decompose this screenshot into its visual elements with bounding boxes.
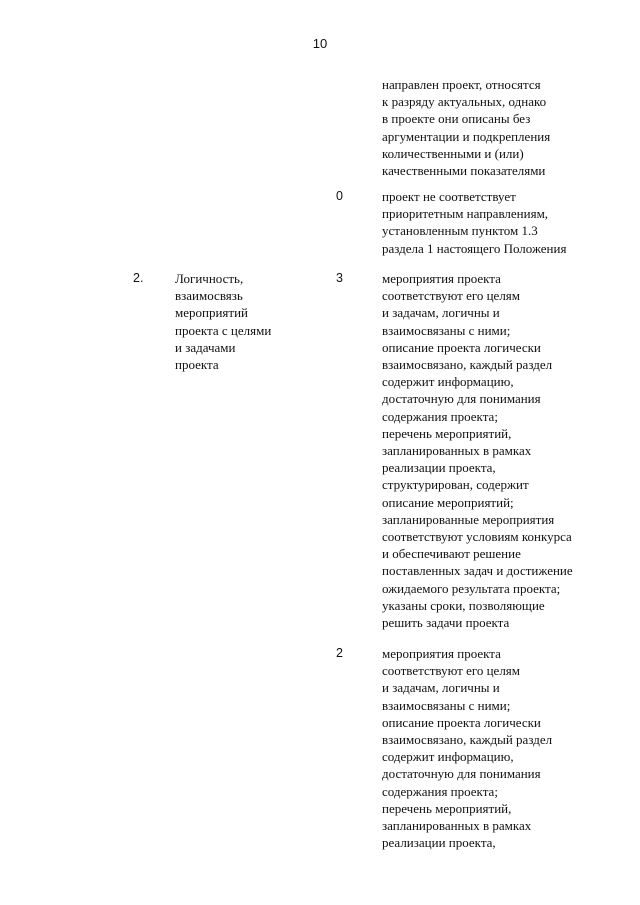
score-value: 2	[336, 646, 343, 660]
score-description: проект не соответствует приоритетным направлениям, установленным пунктом 1.3 раздела 1 настоящего Положения	[382, 189, 567, 256]
page-number: 10	[312, 36, 328, 51]
score-value: 3	[336, 271, 343, 285]
criterion-number: 2.	[133, 271, 144, 285]
criterion-title: Логичность, взаимосвязь мероприятий проекта с целями и задачами проекта	[175, 271, 272, 373]
score-description: мероприятия проекта соответствуют его целям и задачам, логичны и взаимосвязаны с ними; описание проекта логически взаимосвязано, каждый раздел содержит информацию, достаточную для понимания содержания проекта; перечень мероприятий, запланированных в рамках реализации проекта,	[382, 646, 553, 851]
score-value: 0	[336, 189, 343, 203]
score-description: мероприятия проекта соответствуют его целям и задачам, логичны и взаимосвязаны с ними; описание проекта логически взаимосвязано, каждый раздел содержит информацию, достаточную для понимания содержания проекта; перечень мероприятий, запланированных в рамках реализации проекта, структурирован, содержит описание мероприятий; запланированные мероприятия соответствуют условиям конкурса и обеспечивают решение поставленных задач и достижение ожидаемого результата проекта; указаны сроки, позволяющие решить задачи проекта	[382, 271, 573, 631]
description-continued: направлен проект, относятся к разряду актуальных, однако в проекте они описаны без аргументации и подкрепления количественными и (или) качественными показателями	[382, 77, 551, 179]
